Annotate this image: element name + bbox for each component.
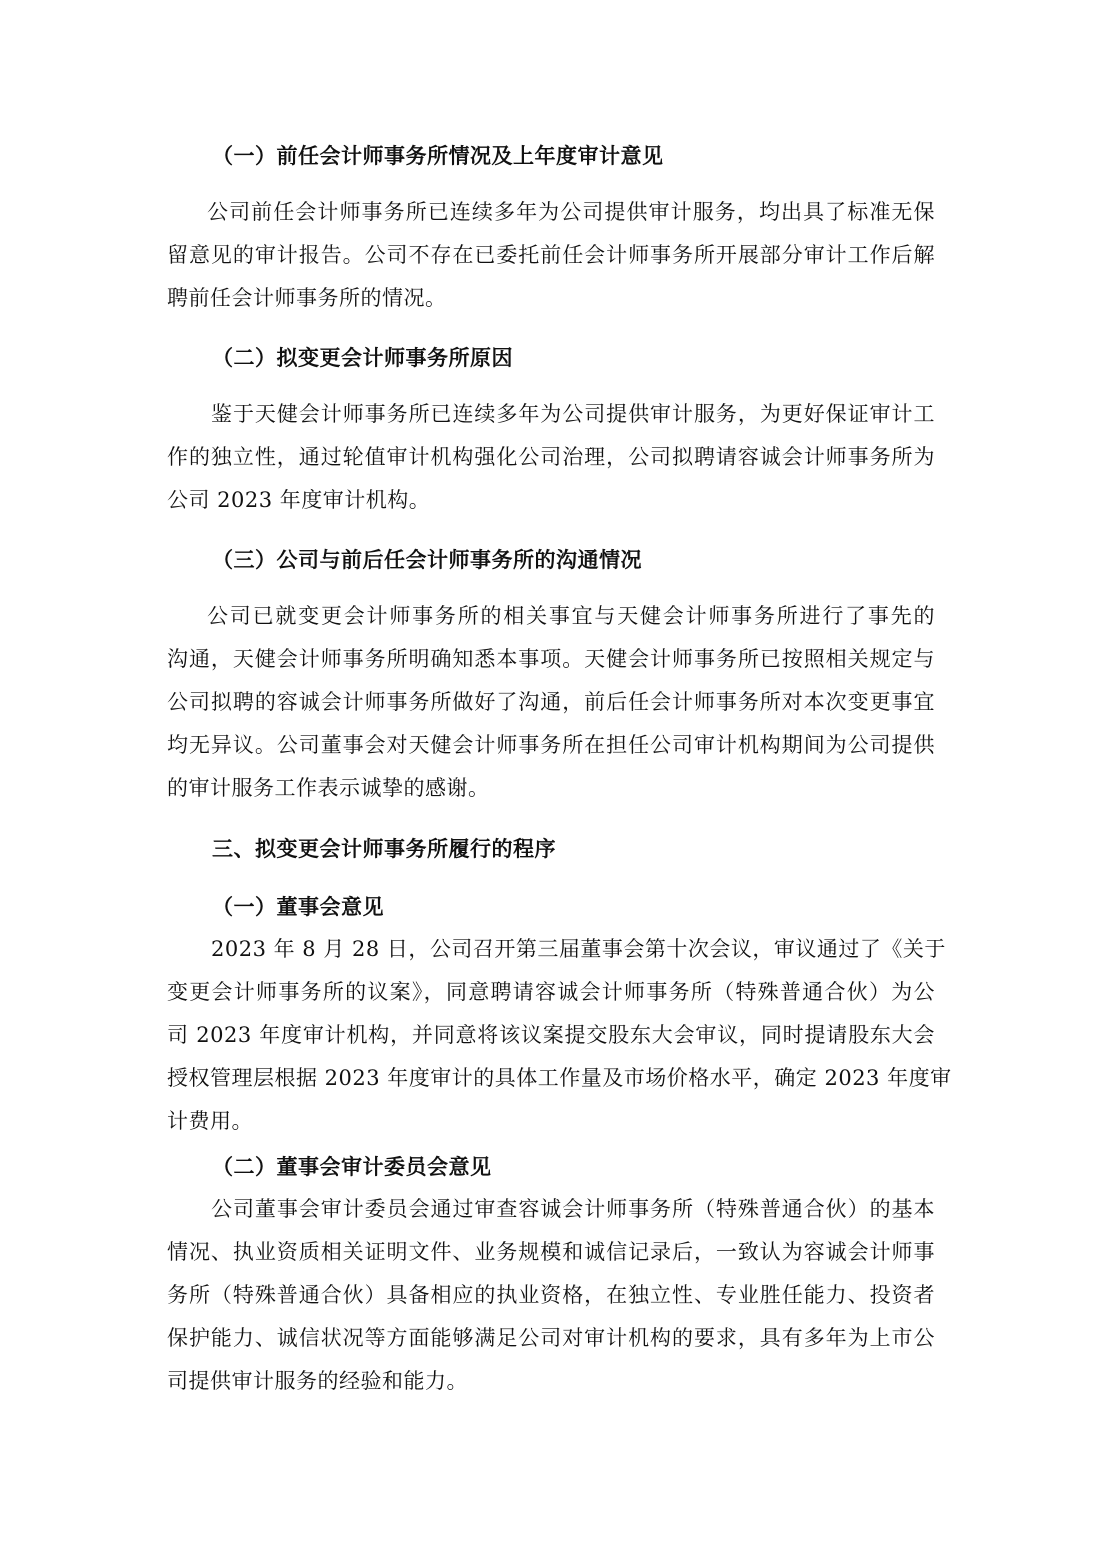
text-line: 授权管理层根据 2023 年度审计的具体工作量及市场价格水平，确定 2023 年度审 bbox=[167, 1066, 952, 1090]
text-line: 公司已就变更会计师事务所的相关事宜与天健会计师事务所进行了事先的 bbox=[207, 604, 935, 628]
text-line: 公司前任会计师事务所已连续多年为公司提供审计服务，均出具了标准无保 bbox=[207, 200, 935, 224]
text-line: 司提供审计服务的经验和能力。 bbox=[167, 1369, 468, 1393]
text-line: 情况、执业资质相关证明文件、业务规模和诚信记录后，一致认为容诚会计师事 bbox=[167, 1240, 935, 1264]
text-line: 计费用。 bbox=[167, 1109, 253, 1133]
paragraph-audit-committee-opinion bbox=[167, 1188, 935, 1403]
text-line: 司 2023 年度审计机构，并同意将该议案提交股东大会审议，同时提请股东大会 bbox=[167, 1023, 935, 1047]
paragraph-predecessor-auditor bbox=[167, 191, 935, 320]
section-heading-communication: （三）公司与前后任会计师事务所的沟通情况 bbox=[212, 548, 642, 572]
paragraph-board-opinion bbox=[167, 928, 952, 1143]
text-line: 公司 2023 年度审计机构。 bbox=[167, 488, 431, 512]
text-line: 作的独立性，通过轮值审计机构强化公司治理，公司拟聘请容诚会计师事务所为 bbox=[167, 445, 935, 469]
paragraph-communication bbox=[167, 595, 935, 810]
section-heading-board-opinion: （一）董事会意见 bbox=[212, 895, 384, 919]
section-heading-change-reason: （二）拟变更会计师事务所原因 bbox=[212, 346, 513, 370]
text-line: 公司董事会审计委员会通过审查容诚会计师事务所（特殊普通合伙）的基本 bbox=[211, 1197, 935, 1221]
text-line: 聘前任会计师事务所的情况。 bbox=[167, 286, 447, 310]
section-heading-audit-committee-opinion: （二）董事会审计委员会意见 bbox=[212, 1155, 492, 1179]
text-line: 务所（特殊普通合伙）具备相应的执业资格，在独立性、专业胜任能力、投资者 bbox=[167, 1283, 935, 1307]
text-line: 沟通，天健会计师事务所明确知悉本事项。天健会计师事务所已按照相关规定与 bbox=[167, 647, 935, 671]
text-line: 变更会计师事务所的议案》，同意聘请容诚会计师事务所（特殊普通合伙）为公 bbox=[167, 980, 935, 1004]
text-line: 留意见的审计报告。公司不存在已委托前任会计师事务所开展部分审计工作后解 bbox=[167, 243, 935, 267]
paragraph-change-reason bbox=[167, 393, 935, 522]
section-heading-procedures: 三、拟变更会计师事务所履行的程序 bbox=[212, 837, 556, 861]
text-line: 2023 年 8 月 28 日，公司召开第三届董事会第十次会议，审议通过了《关于 bbox=[211, 937, 946, 961]
section-heading-predecessor-auditor: （一）前任会计师事务所情况及上年度审计意见 bbox=[212, 144, 664, 168]
text-line: 公司拟聘的容诚会计师事务所做好了沟通，前后任会计师事务所对本次变更事宜 bbox=[167, 690, 935, 714]
text-line: 保护能力、诚信状况等方面能够满足公司对审计机构的要求，具有多年为上市公 bbox=[167, 1326, 935, 1350]
text-line: 鉴于天健会计师事务所已连续多年为公司提供审计服务，为更好保证审计工 bbox=[211, 402, 935, 426]
text-line: 均无异议。公司董事会对天健会计师事务所在担任公司审计机构期间为公司提供 bbox=[167, 733, 935, 757]
text-line: 的审计服务工作表示诚挚的感谢。 bbox=[167, 776, 490, 800]
